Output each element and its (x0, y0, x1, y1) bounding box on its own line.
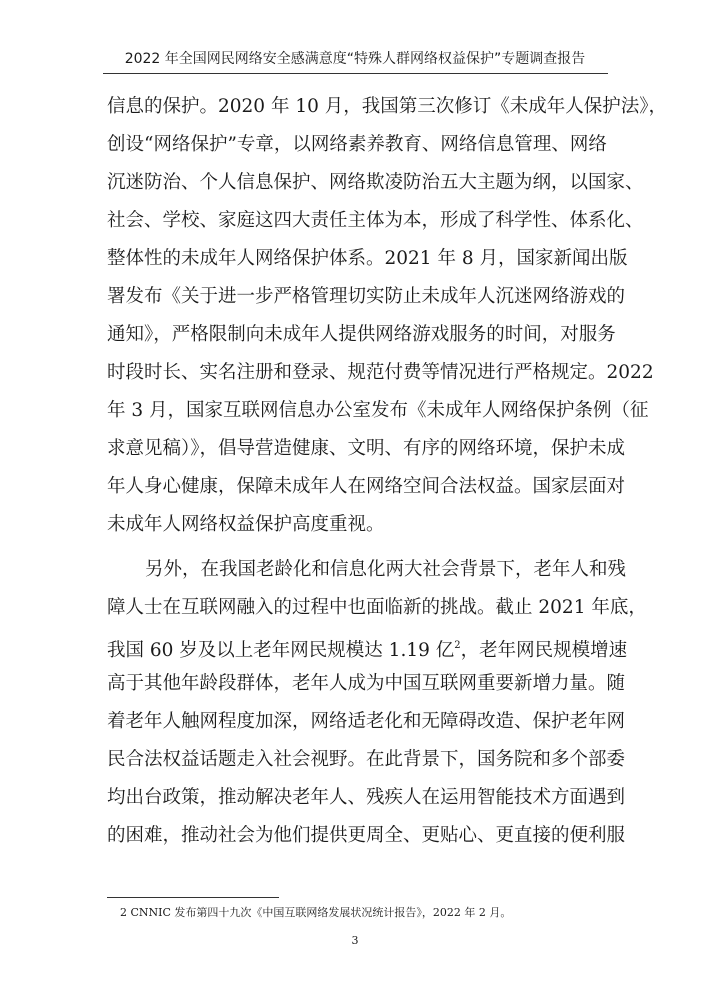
paragraph-line: 的困难，推动社会为他们提供更周全、更贴心、更直接的便利服 (107, 825, 626, 846)
paragraph-line: 着老年人触网程度加深，网络适老化和无障碍改造、保护老年网 (107, 711, 626, 732)
paragraph-line: 障人士在互联网融入的过程中也面临新的挑战。截止 2021 年底， (107, 597, 647, 618)
footnote: 2 CNNIC 发布第四十九次《中国互联网络发展状况统计报告》，2022 年 2 月。 (120, 906, 512, 919)
paragraph-line: 署发布《关于进一步严格管理切实防止未成年人沉迷网络游戏的 (107, 286, 626, 307)
footnote-reference[interactable]: 2 (454, 640, 461, 651)
header-divider (103, 73, 608, 74)
page-header: 2022 年全国网民网络安全感满意度“特殊人群网络权益保护”专题调查报告 (124, 51, 586, 67)
paragraph-line: 沉迷防治、个人信息保护、网络欺凌防治五大主题为纲，以国家、 (107, 172, 644, 193)
line-text: 我国 60 岁及以上老年网民规模达 1.19 亿 (107, 640, 455, 661)
paragraph-line: 时段时长、实名注册和登录、规范付费等情况进行严格规定。2022 (107, 362, 654, 383)
footnote-divider (107, 897, 279, 898)
paragraph-line: 创设“网络保护”专章，以网络素养教育、网络信息管理、网络 (107, 134, 607, 155)
paragraph-line: 高于其他年龄段群体，老年人成为中国互联网重要新增力量。随 (107, 673, 626, 694)
paragraph-line: 年人身心健康，保障未成年人在网络空间合法权益。国家层面对 (107, 476, 626, 497)
paragraph-line: 求意见稿）》，倡导营造健康、文明、有序的网络环境，保护未成 (107, 438, 626, 459)
paragraph-line: 通知》，严格限制向未成年人提供网络游戏服务的时间，对服务 (107, 324, 616, 345)
paragraph-line: 信息的保护。2020 年 10 月，我国第三次修订《未成年人保护法》， (107, 96, 668, 117)
paragraph-line: 另外，在我国老龄化和信息化两大社会背景下，老年人和残 (145, 559, 627, 580)
line-text: ，老年网民规模增速 (460, 640, 628, 661)
paragraph-line: 未成年人网络权益保护高度重视。 (107, 514, 385, 535)
page-number: 3 (351, 934, 359, 947)
paragraph-line: 均出台政策，推动解决老年人、残疾人在运用智能技术方面遇到 (107, 787, 626, 808)
paragraph-line: 社会、学校、家庭这四大责任主体为本，形成了科学性、体系化、 (107, 210, 644, 231)
paragraph-line: 整体性的未成年人网络保护体系。2021 年 8 月，国家新闻出版 (107, 248, 628, 269)
paragraph-line: 民合法权益话题走入社会视野。在此背景下，国务院和多个部委 (107, 749, 626, 770)
paragraph-line: 年 3 月，国家互联网信息办公室发布《未成年人网络保护条例（征 (107, 400, 649, 421)
paragraph-line (107, 632, 628, 661)
